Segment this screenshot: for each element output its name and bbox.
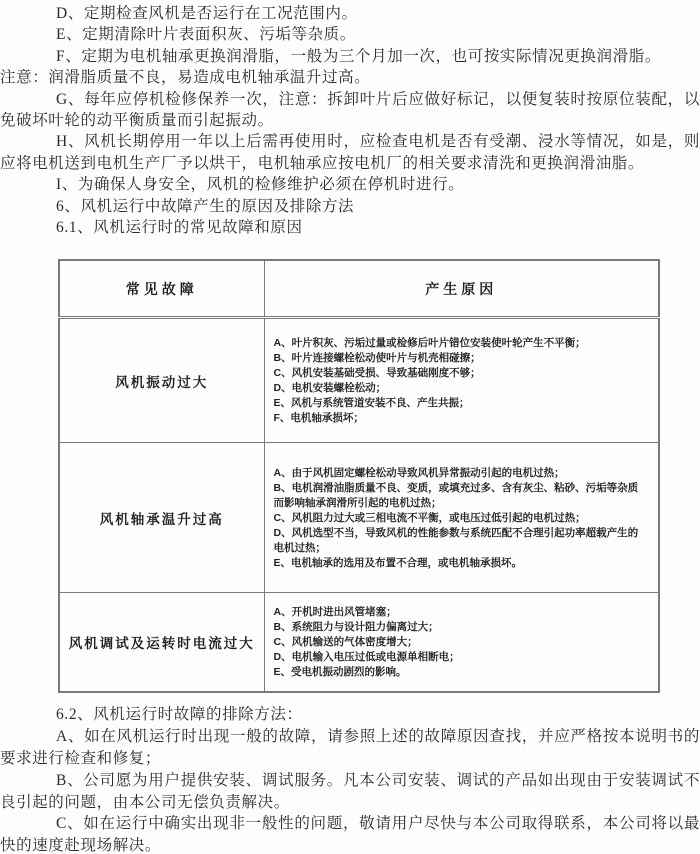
paragraph-note: 注意：润滑脂质量不良，易造成电机轴承温升过高。 bbox=[0, 69, 371, 87]
cause-line: D、电机安装螺栓松动； bbox=[273, 382, 387, 395]
maintenance-notes-section bbox=[0, 0, 700, 238]
fault-cause-table bbox=[58, 259, 660, 693]
cause-line: B、系统阻力与设计阻力偏离过大； bbox=[273, 621, 439, 634]
paragraph-item-i: I、为确保人身安全，风机的检修维护必须在停机时进行。 bbox=[56, 176, 465, 194]
paragraph-item-h: H、风机长期停用一年以上后需再使用时，应检查电机是否有受潮、浸水等情况，如是，则应将电机送到电机生产厂予以烘干，电机轴承应按电机厂的相关要求清洗和更换润滑油脂。 bbox=[0, 133, 700, 172]
cause-line: D、电机输入电压过低或电源单相断电； bbox=[273, 651, 460, 664]
table-header-cause: 产生原因 bbox=[264, 260, 659, 318]
table-row bbox=[59, 443, 659, 593]
fault-name-bearing-temp: 风机轴承温升过高 bbox=[59, 443, 264, 593]
cause-line: C、风机输送的气体密度增大； bbox=[273, 636, 418, 649]
causes-cell bbox=[264, 443, 659, 593]
cause-line: C、风机阻力过大或三相电流不平衡，或电压过低引起的电机过热； bbox=[273, 511, 586, 524]
paragraph-remedy-b: B、公司愿为用户提供安装、调试服务。凡本公司安装、调试的产品如出现由于安装调试不良引起的问题，由本公司无偿负责解决。 bbox=[0, 771, 700, 811]
cause-line: A、由于风机固定螺栓松动导致风机异常振动引起的电机过热； bbox=[273, 466, 565, 479]
paragraph-remedy-c: C、如在运行中确实出现非一般性的问题，敬请用户尽快与本公司取得联系，本公司将以最快的速度赴现场解决。 bbox=[0, 815, 700, 854]
section-heading-6: 6、风机运行中故障产生的原因及排除方法 bbox=[56, 197, 355, 215]
cause-line: D、风机选型不当，导致风机的性能参数与系统匹配不合理引起功率超载产生的电机过热； bbox=[273, 526, 639, 554]
cause-line: E、风机与系统管道安装不良、产生共振； bbox=[273, 397, 470, 410]
paragraph-item-d: D、定期检查风机是否运行在工况范围内。 bbox=[56, 5, 358, 22]
table-row bbox=[59, 593, 659, 693]
cause-line: E、电机轴承的选用及布置不合理，或电机轴承损坏。 bbox=[273, 556, 523, 569]
cause-line: F、电机轴承损坏； bbox=[273, 412, 364, 425]
cause-line: A、叶片积灰、污垢过量或检修后叶片错位安装使叶轮产生不平衡； bbox=[273, 337, 586, 350]
cause-line: C、风机安装基础受损、导致基础刚度不够； bbox=[273, 367, 481, 380]
cause-line: B、叶片连接螺栓松动使叶片与机壳相碰擦； bbox=[273, 352, 481, 365]
fault-name-overcurrent: 风机调试及运转时电流过大 bbox=[59, 593, 264, 693]
paragraph-item-e: E、定期清除叶片表面积灰、污垢等杂质。 bbox=[56, 26, 356, 44]
section-heading-6-1: 6.1、风机运行时的常见故障和原因 bbox=[56, 219, 303, 237]
paragraph-remedy-a: A、如在风机运行时出现一般的故障，请参照上述的故障原因查找，并应严格按本说明书的要求进行检查和修复； bbox=[0, 728, 700, 768]
table-row bbox=[59, 318, 659, 443]
cause-line: E、受电机振动剧烈的影响。 bbox=[273, 666, 407, 679]
fault-name-vibration: 风机振动过大 bbox=[59, 318, 264, 443]
cause-line: A、开机时进出风管堵塞； bbox=[273, 606, 397, 619]
paragraph-item-g: G、每年应停机检修保养一次，注意：拆卸叶片后应做好标记，以便复装时按原位装配，以免破坏叶轮的动平衡质量而引起振动。 bbox=[0, 90, 700, 130]
causes-cell bbox=[264, 593, 659, 693]
table-header-fault: 常见故障 bbox=[59, 260, 264, 318]
section-heading-6-2: 6.2、风机运行时故障的排除方法： bbox=[56, 706, 303, 724]
causes-cell bbox=[264, 318, 659, 443]
paragraph-item-f: F、定期为电机轴承更换润滑脂，一般为三个月加一次，也可按实际情况更换润滑脂。 bbox=[56, 47, 661, 65]
troubleshooting-section bbox=[0, 704, 700, 854]
cause-line: B、电机润滑油脂质量不良、变质，或填充过多、含有灰尘、粘砂、污垢等杂质而影响轴承润滑所引起的电机过热； bbox=[273, 481, 639, 509]
table-header-row bbox=[59, 260, 659, 318]
